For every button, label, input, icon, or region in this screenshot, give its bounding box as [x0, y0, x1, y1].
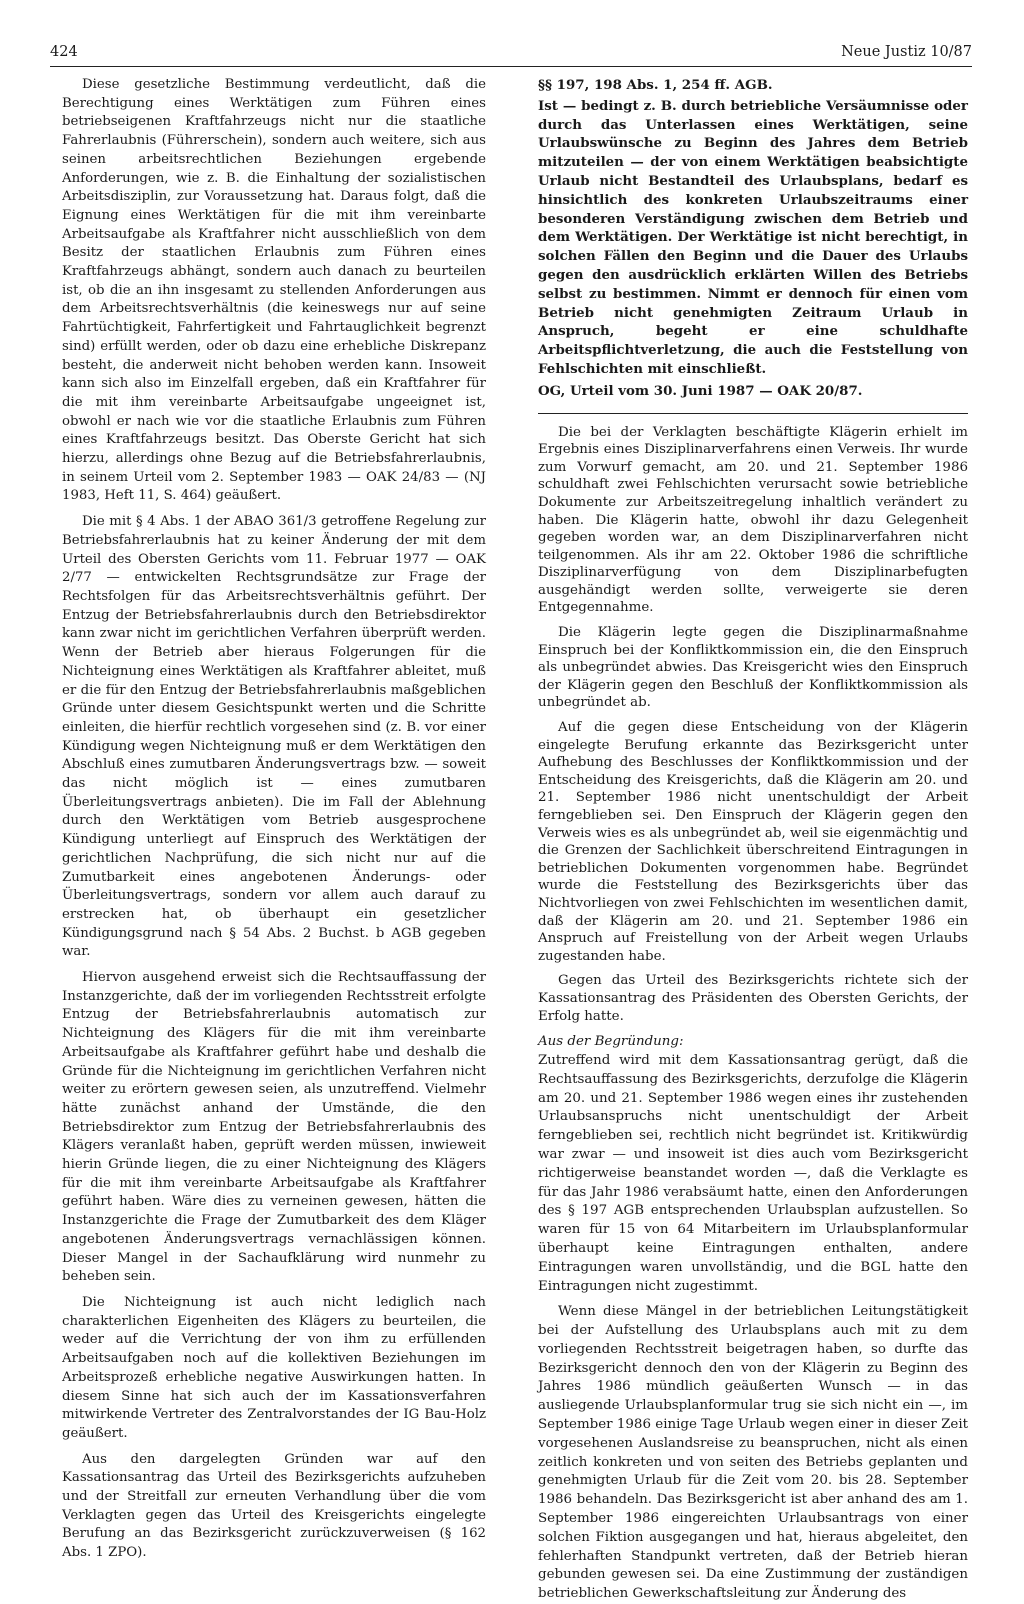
paragraph: Die mit § 4 Abs. 1 der ABAO 361/3 getroffene Regelung zur Betriebsfahrerlaubnis hat zu keiner Änderung der mit dem Urteil des Obersten Gerichts vom 11. Februar 1977 — OAK 2/77 — entwickelten Rechtsgrundsätze zur Frage der Rechtsfolgen für das Arbeitsrechtsverhältnis geführt. Der Entzug der Betriebsfahrerlaubnis durch den Betriebsdirektor kann zwar nicht im gerichtlichen Verfahren überprüft werden. Wenn der Betrieb aber hieraus Folgerungen für die Nichteignung eines Werktätigen als Kraftfahrer ableitet, muß er die für den Entzug der Betriebsfahrerlaubnis maßgeblichen Gründe unter diesem Gesichtspunkt werten und die Schritte einleiten, die hierfür rechtlich vorgesehen sind (z. B. vor einer Kündigung wegen Nichteignung muß er dem Werktätigen den Abschluß eines zumutbaren Änderungsvertrags bzw. — soweit das nicht möglich ist — eines zumutbaren Überleitungsvertrags anbieten). Die im Fall der Ablehnung durch den Werktätigen vom Betrieb ausgesprochene Kündigung unterliegt auf Einspruch des Werktätigen der gerichtlichen Nachprüfung, die sich nicht nur auf die Zumutbarkeit eines angebotenen Änderungs- oder Überleitungsvertrags, sondern vor allem auch darauf zu erstrecken hat, ob überhaupt ein gesetzlicher Kündigungsgrund nach § 54 Abs. 2 Buchst. b AGB gegeben war. — [62, 514, 486, 960]
headnote: Ist — bedingt z. B. durch betriebliche Versäumnisse oder durch das Unterlassen eines Werktätigen, seine Urlaubswünsche zu Beginn des Jahres dem Betrieb mitzuteilen — der von einem Werktätigen beabsichtigte Urlaub nicht Bestandteil des Urlaubsplans, bedarf es hinsichtlich des konkreten Urlaubszeitraums einer besonderen Verständigung zwischen dem Betrieb und dem Werktätigen. Der Werktätige ist nicht berechtigt, in solchen Fällen den Beginn und die Dauer des Urlaubs gegen den ausdrücklich erklärten Willen des Betriebs selbst zu bestimmen. Nimmt er dennoch für einen vom Betrieb nicht genehmigten Zeitraum Urlaub in Anspruch, begeht er eine schuldhafte Arbeitspflichtverletzung, die auch die Feststellung von Fehlschichten mit einschließt. — [538, 97, 968, 377]
paragraph: Diese gesetzliche Bestimmung verdeutlicht, daß die Berechtigung eines Werktätigen zum Führen eines betriebseigenen Kraftfahrzeugs nicht nur die staatliche Fahrerlaubnis (Führerschein), sondern auch weitere, sich aus seinen arbeitsrechtlichen Beziehungen ergebende Anforderungen, wie z. B. die Einhaltung der sozialistischen Arbeitsdisziplin, zur Voraussetzung hat. Daraus folgt, daß die Eignung eines Werktätigen für die mit ihm vereinbarte Arbeitsaufgabe als Kraftfahrer nicht ausschließlich von dem Besitz der staatlichen Erlaubnis zum Führen eines Kraftfahrzeugs abhängt, sondern auch danach zu beurteilen ist, ob die an ihn insgesamt zu stellenden Anforderungen aus dem Arbeitsrechtsverhältnis (die keineswegs nur auf seine Fahrtüchtigkeit, Fahrfertigkeit und Fahrtauglichkeit begrenzt sind) erfüllt werden, oder ob dazu eine erhebliche Diskrepanz besteht, die anderweit nicht behoben werden kann. Insoweit kann sich also im Einzelfall ergeben, daß ein Kraftfahrer für die mit ihm vereinbarte Arbeitsaufgabe ungeeignet ist, obwohl er nach wie vor die staatliche Erlaubnis zum Führen eines Kraftfahrzeugs besitzt. Das Oberste Gericht hat sich hierzu, allerdings ohne Bezug auf die Betriebsfahrerlaubnis, in seinem Urteil vom 2. September 1983 — OAK 24/83 — (NJ 1983, Heft 11, S. 464) geäußert. — [62, 77, 486, 504]
left-column — [62, 76, 486, 1561]
paragraph: Aus den dargelegten Gründen war auf den Kassationsantrag das Urteil des Bezirksgerichts aufzuheben und der Streitfall zur erneuten Verhandlung über die vom Verklagten gegen das Urteil des Kreisgerichts eingelegte Berufung an das Bezirksgericht zurückzuverweisen (§ 162 Abs. 1 ZPO). — [62, 1451, 486, 1561]
paragraph: Auf die gegen diese Entscheidung von der Klägerin eingelegte Berufung erkannte das Bezirksgericht unter Aufhebung des Beschlusses der Konfliktkommission und der Entscheidung des Kreisgerichts, daß die Klägerin am 20. und 21. September 1986 nicht unentschuldigt der Arbeit ferngeblieben sei. Den Einspruch der Klägerin gegen den Verweis wies es als unbegründet ab, weil sie eigenmächtig und die Grenzen der Sachlichkeit überschreitend Eintragungen in betrieblichen Dokumenten vorgenommen habe. Begründet wurde die Feststellung des Bezirksgerichts über das Nichtvorliegen von zwei Fehlschichten im wesentlichen damit, daß der Klägerin am 20. und 21. September 1986 ein Anspruch auf Freistellung von der Arbeit wegen Urlaubs zugestanden habe. — [538, 720, 968, 964]
paragraph: Die Klägerin legte gegen die Disziplinarmaßnahme Einspruch bei der Konfliktkommission ein, die den Einspruch als unbegründet abwies. Das Kreisgericht wies den Einspruch der Klägerin gegen den Beschluß der Konfliktkommission als unbegründet ab. — [538, 625, 968, 711]
court-citation: OG, Urteil vom 30. Juni 1987 — OAK 20/87. — [538, 382, 863, 399]
paragraph: Die Nichteignung ist auch nicht lediglich nach charakterlichen Eigenheiten des Klägers zu beurteilen, die weder auf die Verrichtung der von ihm zu erfüllenden Arbeitsaufgaben noch auf die kollektiven Beziehungen im Arbeitsprozeß erhebliche negative Auswirkungen hatten. In diesem Sinne hat sich auch der im Kassationsverfahren mitwirkende Vertreter des Zentralvorstandes der IG Bau-Holz geäußert. — [62, 1295, 486, 1441]
subheading: Aus der Begründung: — [538, 1034, 684, 1050]
paragraph: Gegen das Urteil des Bezirksgerichts richtete sich der Kassationsantrag des Präsidenten des Obersten Gerichts, der Erfolg hatte. — [538, 973, 968, 1024]
right-column — [538, 76, 968, 1602]
paragraph: Wenn diese Mängel in der betrieblichen Leitungstätigkeit bei der Aufstellung des Urlaubsplans auch mit zu dem vorliegenden Rechtsstreit beigetragen haben, so durfte das Bezirksgericht dennoch den von der Klägerin zu Beginn des Jahres 1986 mündlich geäußerten Wunsch — in das ausliegende Urlaubsplanformular trug sie sich nicht ein —, im September 1986 einige Tage Urlaub wegen einer in dieser Zeit vorgesehenen Auslandsreise zu beanspruchen, nicht als einen zeitlich konkreten und von seiten des Betriebs geplanten und genehmigten Urlaub für die Zeit vom 20. bis 28. September 1986 behandeln. Das Bezirksgericht ist aber anhand des am 1. September 1986 eingereichten Urlaubsantrags von einer solchen Fiktion ausgegangen und hat, hieraus abgeleitet, den fehlerhaften Standpunkt vertreten, daß der Betrieb hieran gebunden gewesen sei. Da eine Zustimmung der zuständigen betrieblichen Gewerkschaftsleitung zur Änderung des — [538, 1304, 968, 1602]
paragraph: Hiervon ausgehend erweist sich die Rechtsauffassung der Instanzgerichte, daß der im vorliegenden Rechtsstreit erfolgte Entzug der Betriebsfahrerlaubnis automatisch zur Nichteignung des Klägers für die mit ihm vereinbarte Arbeitsaufgabe als Kraftfahrer geführt habe und deshalb die Gründe für die Nichteignung im gerichtlichen Verfahren nicht weiter zu erörtern gewesen seien, als unzutreffend. Vielmehr hätte zunächst anhand der Umstände, die den Betriebsdirektor zum Entzug der Betriebsfahrerlaubnis des Klägers veranlaßt haben, geprüft werden müssen, inwieweit hierin Gründe liegen, die zu einer Nichteignung des Klägers für die mit ihm vereinbarte Arbeitsaufgabe als Kraftfahrer geführt haben. Wäre dies zu verneinen gewesen, hätten die Instanzgerichte die Frage der Zumutbarkeit des dem Kläger angebotenen Änderungsvertrags vernachlässigen können. Dieser Mangel in der Sachaufklärung wird nunmehr zu beheben sein. — [62, 970, 486, 1285]
paragraph: Zutreffend wird mit dem Kassationsantrag gerügt, daß die Rechtsauffassung des Bezirksgerichts, derzufolge die Klägerin am 20. und 21. September 1986 wegen eines ihr zustehenden Urlaubsanspruchs nicht unentschuldigt der Arbeit ferngeblieben sei, rechtlich nicht begründet ist. Kritikwürdig war zwar — und insoweit ist dies auch vom Bezirksgericht richtigerweise beanstandet worden —, daß die Verklagte es für das Jahr 1986 verabsäumt hatte, einen den Anforderungen des § 197 AGB entsprechenden Urlaubsplan aufzustellen. So waren für 15 von 64 Mitarbeitern im Urlaubsplanformular überhaupt keine Eintragungen enthalten, andere Eintragungen waren unvollständig, und die BGL hatte den Eintragungen nicht zugestimmt. — [538, 1052, 968, 1294]
statute-reference: §§ 197, 198 Abs. 1, 254 ff. AGB. — [538, 77, 773, 93]
journal-title: Neue Justiz 10/87 — [841, 44, 972, 60]
section-divider — [538, 413, 968, 414]
page-number: 424 — [50, 44, 78, 60]
page-header — [50, 44, 972, 67]
paragraph: Die bei der Verklagten beschäftigte Klägerin erhielt im Ergebnis eines Disziplinarverfahrens einen Verweis. Ihr wurde zum Vorwurf gemacht, am 20. und 21. September 1986 schuldhaft zwei Fehlschichten verursacht sowie betriebliche Dokumente zur Arbeitszeitregelung inhaltlich verändert zu haben. Die Klägerin hatte, obwohl ihr dazu Gelegenheit gegeben worden war, an dem Disziplinarverfahren nicht teilgenommen. Als ihr am 22. Oktober 1986 die schriftliche Disziplinarverfügung von dem Disziplinarbefugten ausgehändigt werden sollte, verweigerte sie deren Entgegennahme. — [538, 424, 968, 616]
